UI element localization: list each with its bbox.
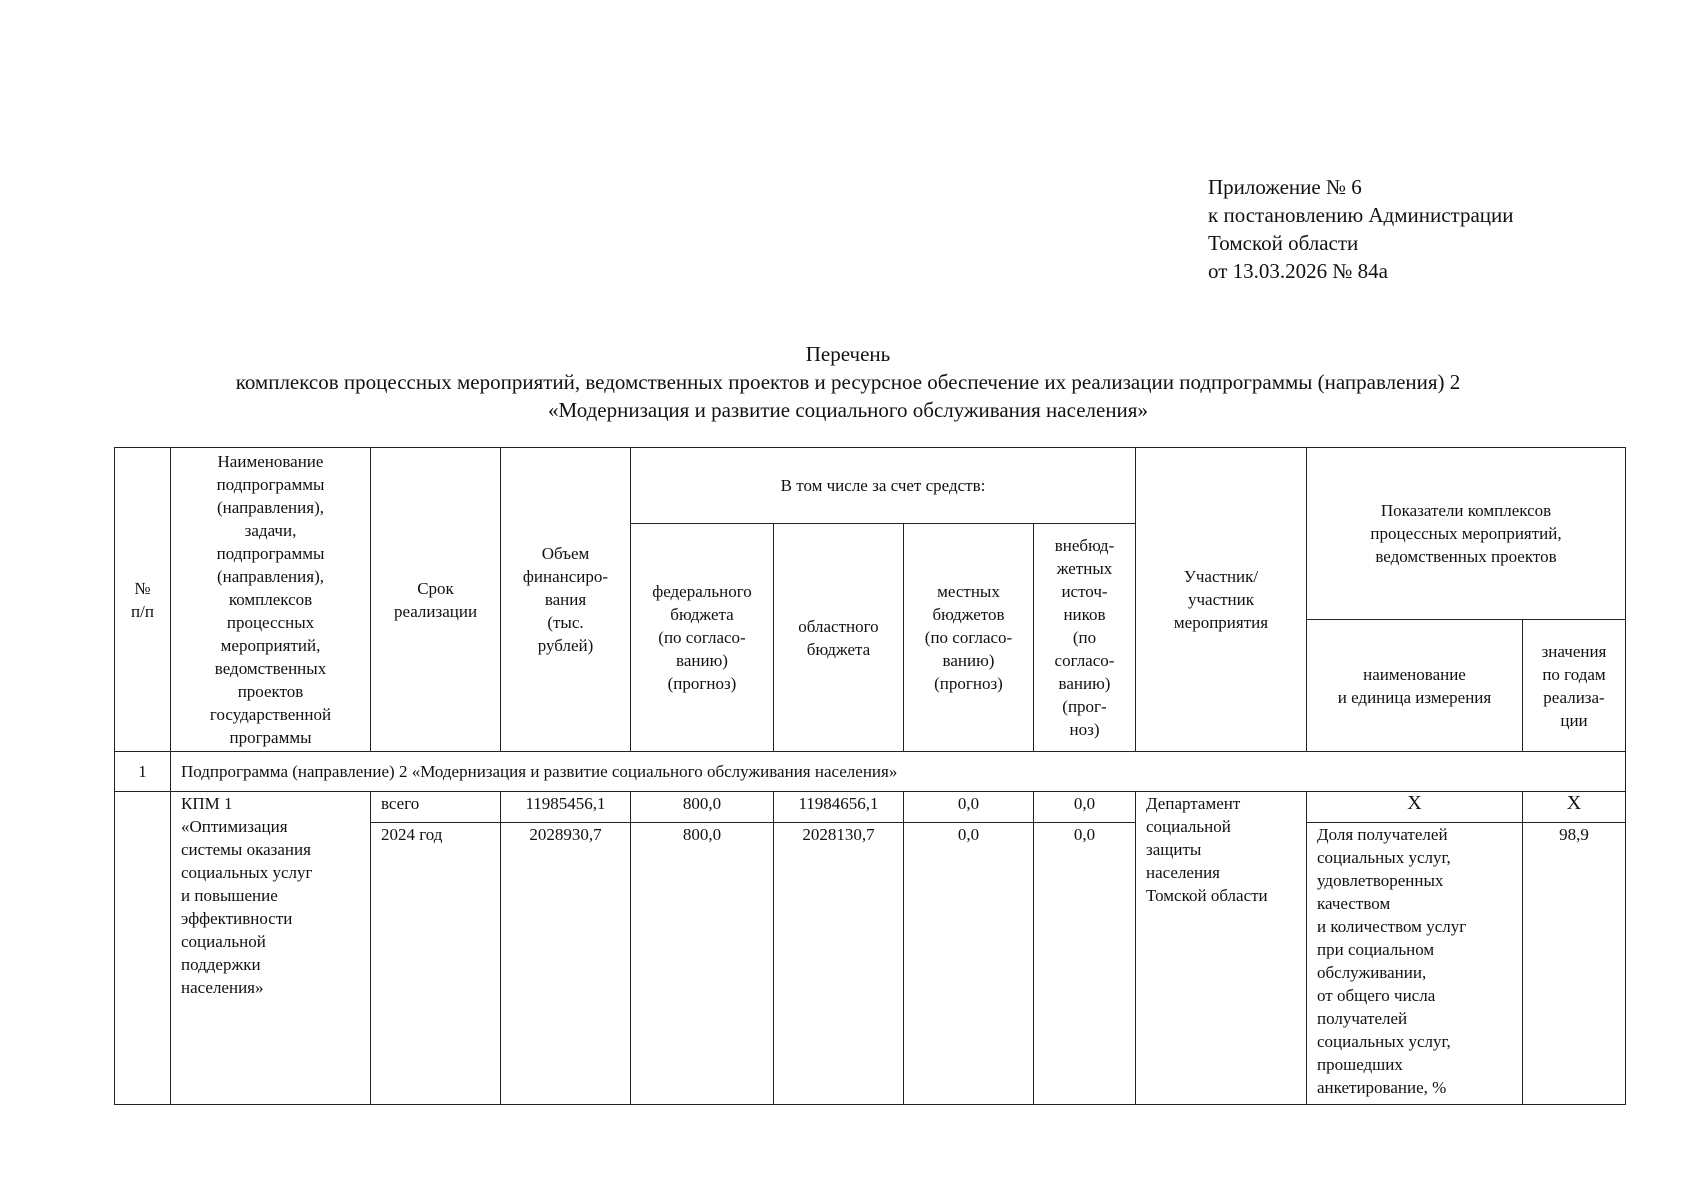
document-title xyxy=(115,340,1581,424)
row-offbudget: 0,0 xyxy=(1034,823,1136,1105)
row-term: всего xyxy=(371,792,501,823)
header-participant: Участник/ участник мероприятия xyxy=(1136,448,1307,752)
header-num: № п/п xyxy=(115,448,171,752)
row-indicator-name: Х xyxy=(1307,792,1523,823)
header-including: В том числе за счет средств: xyxy=(631,448,1136,524)
kpm-name: КПМ 1 «Оптимизация системы оказания социальных услуг и повышение эффективности социальной поддержки населения» xyxy=(171,792,371,1105)
appendix-line: Приложение № 6 xyxy=(1208,175,1362,199)
row-indicator-name: Доля получателей социальных услуг, удовлетворенных качеством и количеством услуг при социальном обслуживании, от общего числа получателей социальных услуг, прошедших анкетирование, % xyxy=(1307,823,1523,1105)
row-volume: 11985456,1 xyxy=(501,792,631,823)
row-term: 2024 год xyxy=(371,823,501,1105)
header-indicators: Показатели комплексов процессных мероприятий, ведомственных проектов xyxy=(1307,448,1626,620)
title-line: Перечень xyxy=(805,342,891,366)
header-term: Срок реализации xyxy=(371,448,501,752)
row-regional: 2028130,7 xyxy=(774,823,904,1105)
row-federal: 800,0 xyxy=(631,823,774,1105)
header-federal: федерального бюджета (по согласо- ванию) (прогноз) xyxy=(631,524,774,752)
kpm-num-cell xyxy=(115,792,171,1105)
row-volume: 2028930,7 xyxy=(501,823,631,1105)
header-volume: Объем финансиро- вания (тыс. рублей) xyxy=(501,448,631,752)
program-table xyxy=(114,447,1626,1105)
header-regional: областного бюджета xyxy=(774,524,904,752)
row-indicator-value: Х xyxy=(1523,792,1626,823)
title-line: комплексов процессных мероприятий, ведомственных проектов и ресурсное обеспечение их реализации подпрограммы (направления) 2 xyxy=(235,370,1461,394)
row-federal: 800,0 xyxy=(631,792,774,823)
header-local: местных бюджетов (по согласо- ванию) (прогноз) xyxy=(904,524,1034,752)
header-name: Наименование подпрограммы (направления), задачи, подпрограммы (направления), комплексов процессных мероприятий, ведомственных проектов государственной программы xyxy=(171,448,371,752)
row-local: 0,0 xyxy=(904,823,1034,1105)
appendix-line: Томской области xyxy=(1208,231,1359,255)
section-title: Подпрограмма (направление) 2 «Модернизация и развитие социального обслуживания населения» xyxy=(171,752,1626,792)
appendix-line: от 13.03.2026 № 84а xyxy=(1208,259,1389,283)
table-row xyxy=(115,792,1626,823)
row-indicator-value: 98,9 xyxy=(1523,823,1626,1105)
row-local: 0,0 xyxy=(904,792,1034,823)
header-offbudget: внебюд- жетных источ- ников (по согласо- ванию) (прог- ноз) xyxy=(1034,524,1136,752)
appendix-line: к постановлению Администрации xyxy=(1208,203,1514,227)
row-offbudget: 0,0 xyxy=(1034,792,1136,823)
header-indicator-name: наименование и единица измерения xyxy=(1307,620,1523,752)
appendix-block xyxy=(1208,173,1628,285)
kpm-participant: Департамент социальной защиты населения Томской области xyxy=(1136,792,1307,1105)
section-num: 1 xyxy=(115,752,171,792)
title-line: «Модернизация и развитие социального обслуживания населения» xyxy=(548,398,1148,422)
row-regional: 11984656,1 xyxy=(774,792,904,823)
header-indicator-values: значения по годам реализа- ции xyxy=(1523,620,1626,752)
